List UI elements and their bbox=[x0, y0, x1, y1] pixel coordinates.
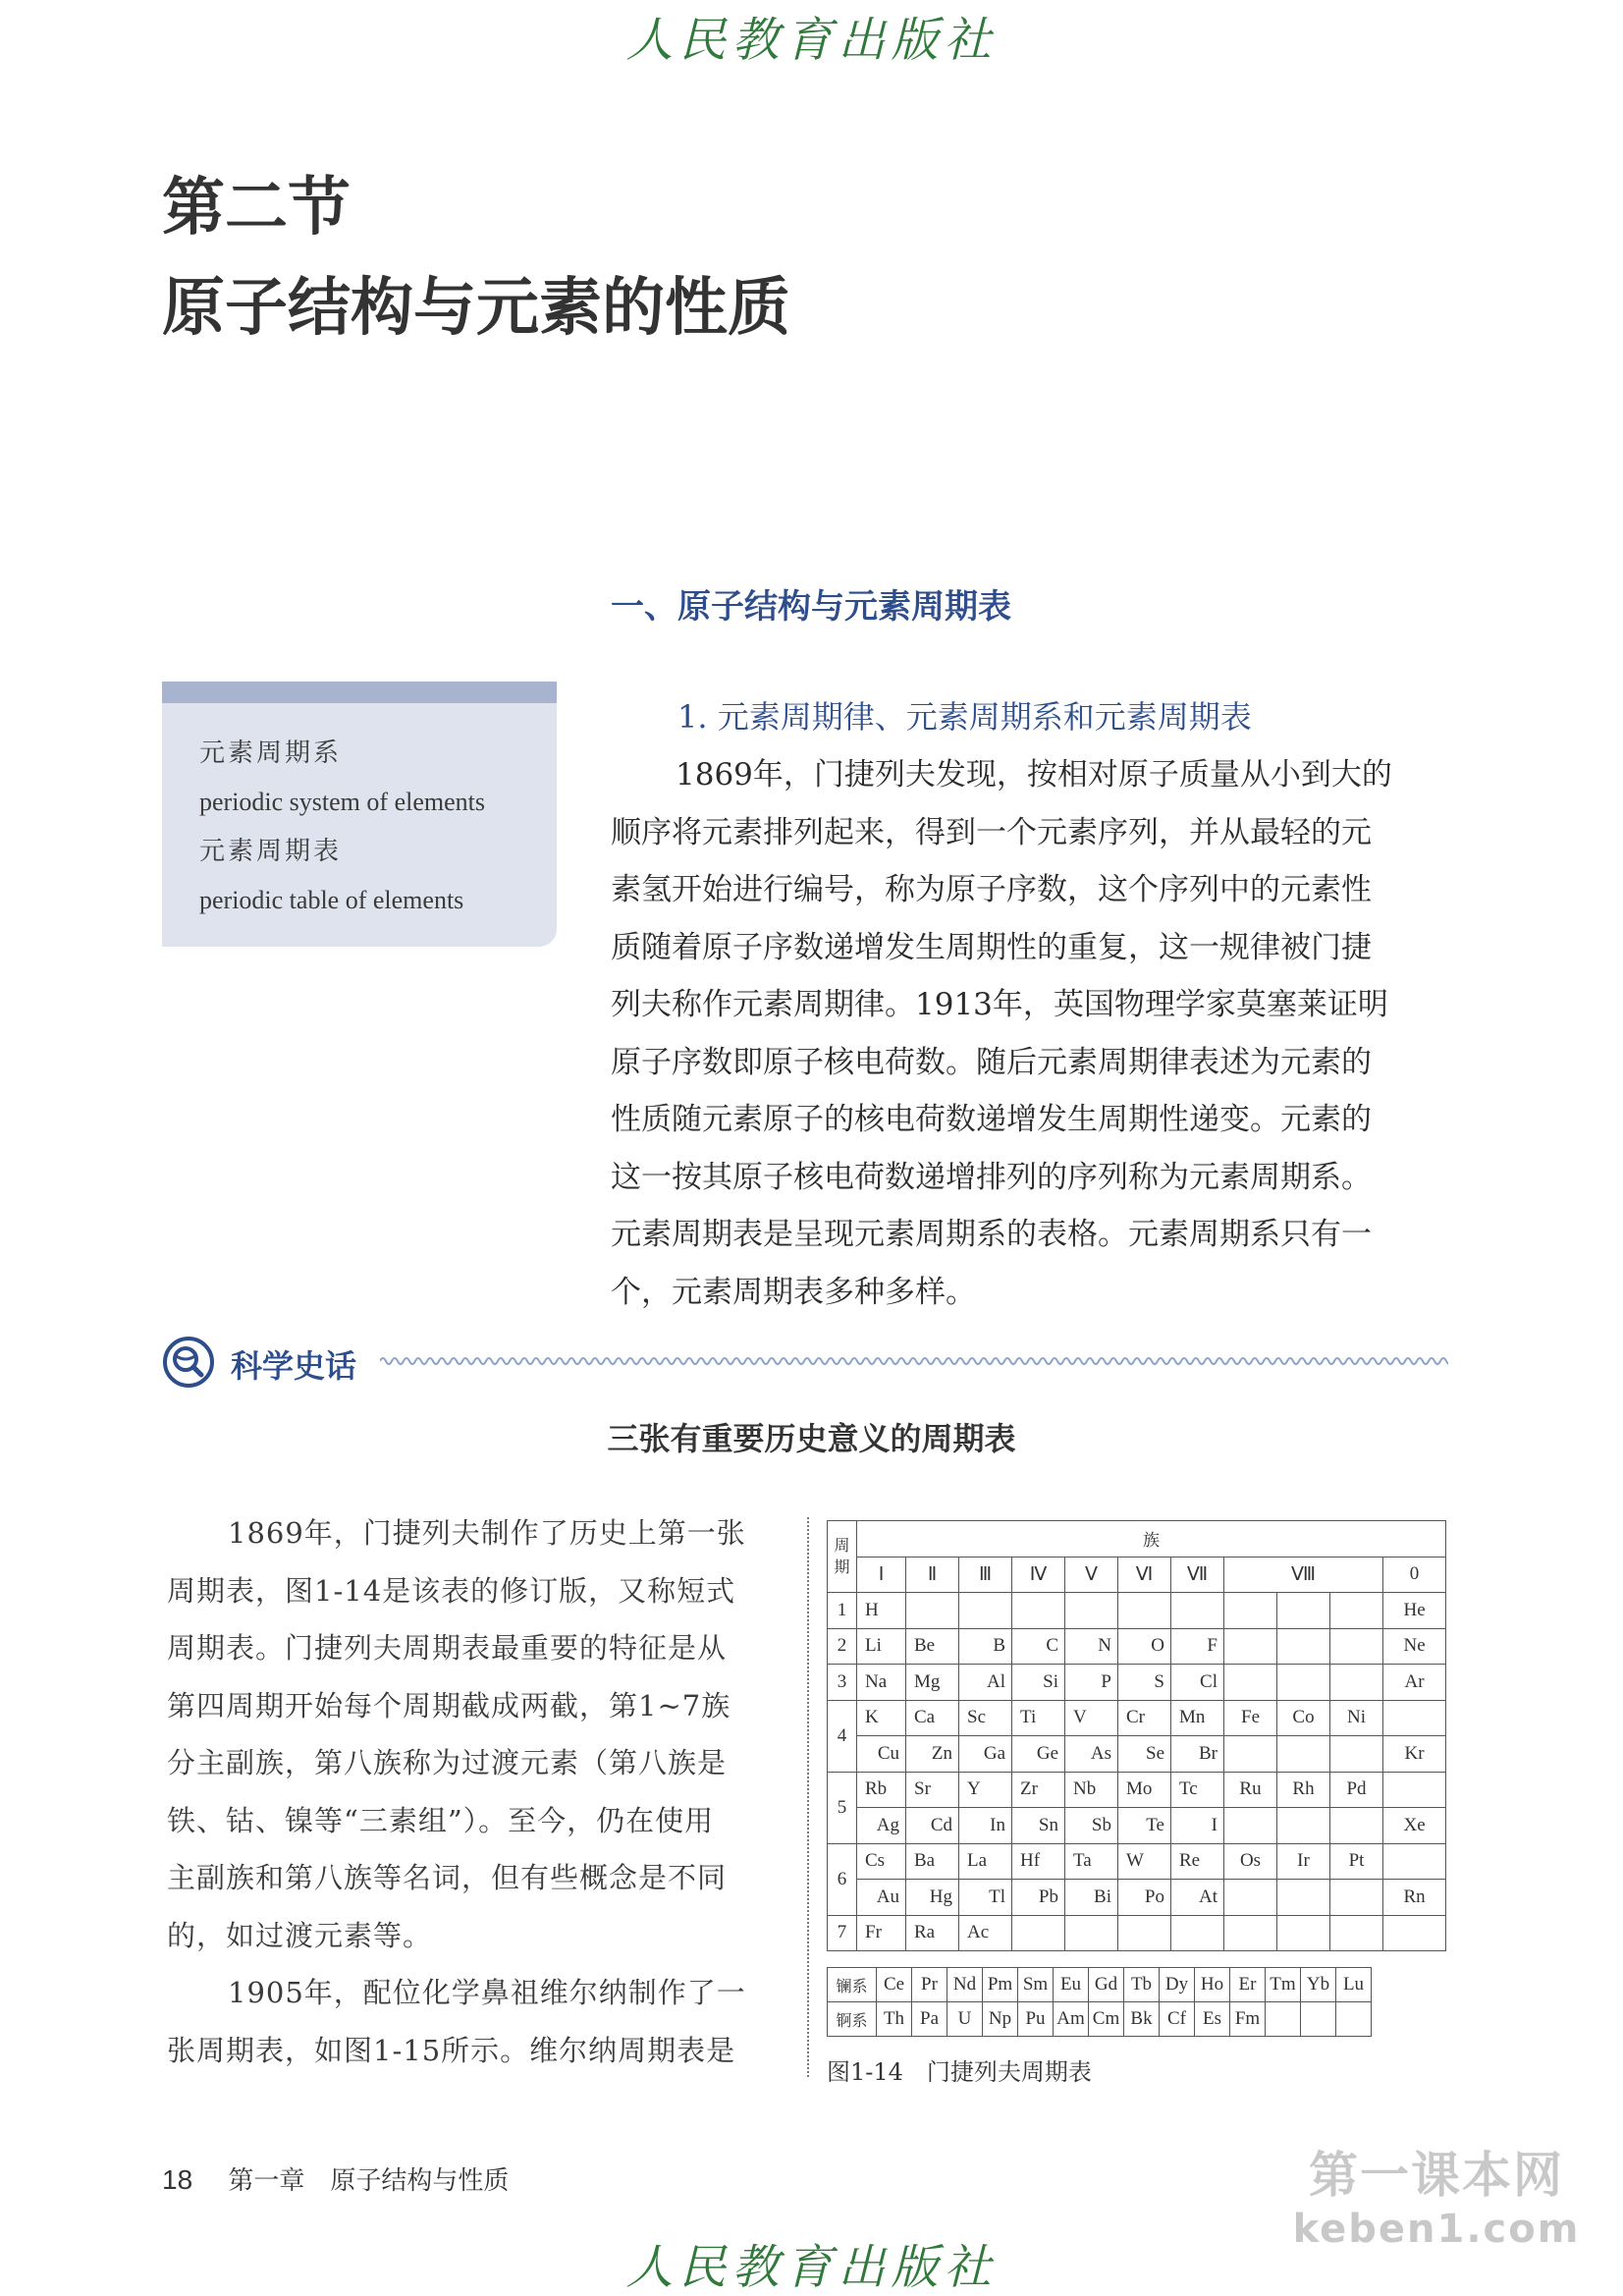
element-cell: Nb bbox=[1065, 1772, 1118, 1808]
paragraph-line: 质随着原子序数递增发生周期性的重复，这一规律被门捷 bbox=[611, 929, 1372, 965]
element-cell: K bbox=[857, 1700, 906, 1736]
element-cell: Rn bbox=[1383, 1880, 1446, 1916]
period-label: 7 bbox=[828, 1915, 857, 1951]
element-cell: Tm bbox=[1266, 1968, 1301, 2002]
empty-cell bbox=[1224, 1880, 1277, 1916]
element-cell: Cf bbox=[1160, 2002, 1195, 2037]
empty-cell bbox=[1266, 2002, 1301, 2037]
element-cell: Th bbox=[877, 2002, 912, 2037]
element-cell: N bbox=[1065, 1628, 1118, 1665]
element-cell: Os bbox=[1224, 1843, 1277, 1880]
period-label: 3 bbox=[828, 1665, 857, 1701]
empty-cell bbox=[1383, 1700, 1446, 1736]
story-line: 主副族和第八族等名词，但有些概念是不同 bbox=[167, 1861, 728, 1894]
element-cell: Sn bbox=[1012, 1808, 1065, 1844]
empty-cell bbox=[1330, 1880, 1383, 1916]
element-cell: Ho bbox=[1195, 1968, 1230, 2002]
element-cell: H bbox=[857, 1593, 906, 1629]
publisher-footer: 人民教育出版社 bbox=[625, 2240, 998, 2295]
element-cell: Rb bbox=[857, 1772, 906, 1808]
f-block-table bbox=[827, 1967, 1372, 2037]
element-cell: Ra bbox=[906, 1915, 959, 1951]
element-cell: Kr bbox=[1383, 1736, 1446, 1773]
group-label: Ⅷ bbox=[1224, 1557, 1383, 1593]
chapter-title: 第一章 原子结构与性质 bbox=[228, 2166, 510, 2196]
empty-cell bbox=[1330, 1593, 1383, 1629]
element-cell: Cu bbox=[857, 1736, 906, 1773]
page-footer bbox=[162, 2160, 509, 2197]
empty-cell bbox=[1277, 1880, 1330, 1916]
term-zh: 元素周期表 bbox=[199, 837, 343, 866]
paragraph-line: 性质随元素原子的核电荷数递增发生周期性递变。元素的 bbox=[611, 1102, 1372, 1137]
element-cell: At bbox=[1171, 1880, 1224, 1916]
empty-cell bbox=[1224, 1808, 1277, 1844]
element-cell: Tl bbox=[959, 1880, 1012, 1916]
element-cell: Ir bbox=[1277, 1843, 1330, 1880]
element-cell: C bbox=[1012, 1628, 1065, 1665]
element-cell: Bk bbox=[1124, 2002, 1160, 2037]
wave-divider bbox=[380, 1351, 1448, 1371]
empty-cell bbox=[1012, 1915, 1065, 1951]
empty-cell bbox=[1330, 1736, 1383, 1773]
element-cell: Lu bbox=[1336, 1968, 1372, 2002]
empty-cell bbox=[1383, 1843, 1446, 1880]
element-cell: Ag bbox=[857, 1808, 906, 1844]
period-label: 2 bbox=[828, 1628, 857, 1665]
empty-cell bbox=[959, 1593, 1012, 1629]
element-cell: V bbox=[1065, 1700, 1118, 1736]
mendeleev-periodic-table bbox=[827, 1520, 1446, 1951]
empty-cell bbox=[1224, 1665, 1277, 1701]
element-cell: Sc bbox=[959, 1700, 1012, 1736]
publisher-header: 人民教育出版社 bbox=[625, 13, 998, 68]
element-cell: Ru bbox=[1224, 1772, 1277, 1808]
element-cell: Zr bbox=[1012, 1772, 1065, 1808]
empty-cell bbox=[1336, 2002, 1372, 2037]
group-label: Ⅴ bbox=[1065, 1557, 1118, 1593]
term-zh: 元素周期系 bbox=[199, 738, 343, 768]
element-cell: Li bbox=[857, 1628, 906, 1665]
story-line: 铁、钴、镍等“三素组”）。至今，仍在使用 bbox=[167, 1803, 715, 1837]
empty-cell bbox=[1118, 1915, 1171, 1951]
element-cell: Ca bbox=[906, 1700, 959, 1736]
element-cell: Fm bbox=[1230, 2002, 1266, 2037]
paragraph-line: 这一按其原子核电荷数递增排列的序列称为元素周期系。 bbox=[611, 1159, 1372, 1195]
element-cell: Sr bbox=[906, 1772, 959, 1808]
element-cell: In bbox=[959, 1808, 1012, 1844]
element-cell: Se bbox=[1118, 1736, 1171, 1773]
group-label: Ⅱ bbox=[906, 1557, 959, 1593]
empty-cell bbox=[1330, 1628, 1383, 1665]
element-cell: Er bbox=[1230, 1968, 1266, 2002]
element-cell: U bbox=[947, 2002, 983, 2037]
empty-cell bbox=[1224, 1915, 1277, 1951]
empty-cell bbox=[1301, 2002, 1336, 2037]
story-line: 分主副族，第八族称为过渡元素（第八族是 bbox=[167, 1746, 728, 1779]
element-cell: Na bbox=[857, 1665, 906, 1701]
element-cell: Fe bbox=[1224, 1700, 1277, 1736]
story-line: 第四周期开始每个周期截成两截，第1~7族 bbox=[167, 1688, 731, 1722]
paragraph-line: 列夫称作元素周期律。1913年，英国物理学家莫塞莱证明 bbox=[611, 987, 1388, 1022]
element-cell: Ti bbox=[1012, 1700, 1065, 1736]
empty-cell bbox=[1383, 1915, 1446, 1951]
empty-cell bbox=[1224, 1736, 1277, 1773]
watermark-title: 第一课本网 bbox=[1309, 2147, 1564, 2204]
body-paragraph bbox=[611, 746, 1445, 1321]
story-line: 1905年，配位化学鼻祖维尔纳制作了一 bbox=[228, 1976, 746, 2009]
group-label: Ⅵ bbox=[1118, 1557, 1171, 1593]
element-cell: I bbox=[1171, 1808, 1224, 1844]
empty-cell bbox=[1330, 1808, 1383, 1844]
element-cell: Hg bbox=[906, 1880, 959, 1916]
term-en: periodic table of elements bbox=[199, 886, 464, 914]
group-label: Ⅳ bbox=[1012, 1557, 1065, 1593]
element-cell: Zn bbox=[906, 1736, 959, 1773]
element-cell: Cm bbox=[1089, 2002, 1124, 2037]
element-cell: Dy bbox=[1160, 1968, 1195, 2002]
element-cell: Pb bbox=[1012, 1880, 1065, 1916]
element-cell: Ge bbox=[1012, 1736, 1065, 1773]
period-label: 5 bbox=[828, 1772, 857, 1843]
story-title: 三张有重要历史意义的周期表 bbox=[607, 1420, 1016, 1457]
element-cell: Cl bbox=[1171, 1665, 1224, 1701]
paragraph-line: 个，元素周期表多种多样。 bbox=[611, 1274, 976, 1310]
empty-cell bbox=[1383, 1772, 1446, 1808]
element-cell: Pr bbox=[912, 1968, 947, 2002]
empty-cell bbox=[1277, 1915, 1330, 1951]
element-cell: O bbox=[1118, 1628, 1171, 1665]
empty-cell bbox=[1065, 1915, 1118, 1951]
paragraph-line: 素氢开始进行编号，称为原子序数，这个序列中的元素性 bbox=[611, 872, 1372, 907]
element-cell: Tb bbox=[1124, 1968, 1160, 2002]
element-cell: Pt bbox=[1330, 1843, 1383, 1880]
element-cell: S bbox=[1118, 1665, 1171, 1701]
section-title: 原子结构与元素的性质 bbox=[162, 271, 790, 345]
empty-cell bbox=[1330, 1665, 1383, 1701]
element-cell: Np bbox=[983, 2002, 1018, 2037]
element-cell: Tc bbox=[1171, 1772, 1224, 1808]
element-cell: Fr bbox=[857, 1915, 906, 1951]
element-cell: Mg bbox=[906, 1665, 959, 1701]
empty-cell bbox=[1224, 1593, 1277, 1629]
period-label: 1 bbox=[828, 1593, 857, 1629]
science-history-header bbox=[162, 1336, 1448, 1394]
element-cell: Ar bbox=[1383, 1665, 1446, 1701]
element-cell: Mo bbox=[1118, 1772, 1171, 1808]
story-line: 的，如过渡元素等。 bbox=[167, 1918, 433, 1952]
series-label: 锕系 bbox=[828, 2002, 877, 2037]
element-cell: Bi bbox=[1065, 1880, 1118, 1916]
empty-cell bbox=[1171, 1593, 1224, 1629]
story-line: 张周期表，如图1-15所示。维尔纳周期表是 bbox=[167, 2033, 736, 2067]
element-cell: Re bbox=[1171, 1843, 1224, 1880]
element-cell: Pd bbox=[1330, 1772, 1383, 1808]
element-cell: Pa bbox=[912, 2002, 947, 2037]
element-cell: W bbox=[1118, 1843, 1171, 1880]
element-cell: Pu bbox=[1018, 2002, 1054, 2037]
element-cell: Nd bbox=[947, 1968, 983, 2002]
empty-cell bbox=[1171, 1915, 1224, 1951]
empty-cell bbox=[906, 1593, 959, 1629]
story-line: 1869年，门捷列夫制作了历史上第一张 bbox=[228, 1516, 746, 1550]
paragraph-line: 顺序将元素排列起来，得到一个元素序列，并从最轻的元 bbox=[611, 814, 1372, 850]
figure-caption: 图1-14 门捷列夫周期表 bbox=[827, 2058, 1092, 2086]
element-cell: Po bbox=[1118, 1880, 1171, 1916]
element-cell: He bbox=[1383, 1593, 1446, 1629]
element-cell: Si bbox=[1012, 1665, 1065, 1701]
vocabulary-sidebar bbox=[162, 682, 557, 947]
element-cell: Rh bbox=[1277, 1772, 1330, 1808]
empty-cell bbox=[1065, 1593, 1118, 1629]
element-cell: Br bbox=[1171, 1736, 1224, 1773]
section-number: 第二节 bbox=[162, 171, 351, 245]
series-label: 镧系 bbox=[828, 1968, 877, 2002]
element-cell: Ba bbox=[906, 1843, 959, 1880]
element-cell: Cd bbox=[906, 1808, 959, 1844]
group-label: Ⅰ bbox=[857, 1557, 906, 1593]
element-cell: Ac bbox=[959, 1915, 1012, 1951]
element-cell: Es bbox=[1195, 2002, 1230, 2037]
empty-cell bbox=[1224, 1628, 1277, 1665]
group-label: Ⅶ bbox=[1171, 1557, 1224, 1593]
element-cell: Yb bbox=[1301, 1968, 1336, 2002]
empty-cell bbox=[1012, 1593, 1065, 1629]
science-history-label: 科学史话 bbox=[231, 1347, 357, 1385]
element-cell: Am bbox=[1054, 2002, 1089, 2037]
element-cell: Hf bbox=[1012, 1843, 1065, 1880]
element-cell: Gd bbox=[1089, 1968, 1124, 2002]
paragraph-line: 元素周期表是呈现元素周期系的表格。元素周期系只有一 bbox=[611, 1217, 1372, 1252]
element-cell: Ne bbox=[1383, 1628, 1446, 1665]
element-cell: P bbox=[1065, 1665, 1118, 1701]
column-divider bbox=[807, 1517, 809, 2077]
empty-cell bbox=[1277, 1808, 1330, 1844]
element-cell: Eu bbox=[1054, 1968, 1089, 2002]
period-label: 4 bbox=[828, 1700, 857, 1772]
heading-level2: 1. 元素周期律、元素周期系和元素周期表 bbox=[677, 698, 1252, 736]
paragraph-line: 原子序数即原子核电荷数。随后元素周期律表述为元素的 bbox=[611, 1044, 1372, 1080]
page-number: 18 bbox=[162, 2164, 193, 2195]
element-cell: La bbox=[959, 1843, 1012, 1880]
empty-cell bbox=[1277, 1628, 1330, 1665]
element-cell: Cs bbox=[857, 1843, 906, 1880]
element-cell: Be bbox=[906, 1628, 959, 1665]
empty-cell bbox=[1330, 1915, 1383, 1951]
element-cell: Ta bbox=[1065, 1843, 1118, 1880]
empty-cell bbox=[1277, 1665, 1330, 1701]
element-cell: B bbox=[959, 1628, 1012, 1665]
magnifier-globe-icon bbox=[162, 1336, 215, 1389]
watermark-url: keben1.com bbox=[1292, 2207, 1581, 2252]
element-cell: Co bbox=[1277, 1700, 1330, 1736]
element-cell: Te bbox=[1118, 1808, 1171, 1844]
element-cell: Cr bbox=[1118, 1700, 1171, 1736]
period-label: 6 bbox=[828, 1843, 857, 1915]
story-text bbox=[167, 1504, 756, 2079]
term-en: periodic system of elements bbox=[199, 788, 485, 816]
story-line: 周期表。门捷列夫周期表最重要的特征是从 bbox=[167, 1631, 728, 1665]
group-label: Ⅲ bbox=[959, 1557, 1012, 1593]
element-cell: Al bbox=[959, 1665, 1012, 1701]
element-cell: Ce bbox=[877, 1968, 912, 2002]
heading-level1: 一、原子结构与元素周期表 bbox=[611, 587, 1011, 627]
element-cell: As bbox=[1065, 1736, 1118, 1773]
group-label: 0 bbox=[1383, 1557, 1446, 1593]
element-cell: Xe bbox=[1383, 1808, 1446, 1844]
header-group: 族 bbox=[857, 1521, 1446, 1558]
element-cell: Mn bbox=[1171, 1700, 1224, 1736]
empty-cell bbox=[1118, 1593, 1171, 1629]
element-cell: Pm bbox=[983, 1968, 1018, 2002]
element-cell: Ni bbox=[1330, 1700, 1383, 1736]
element-cell: F bbox=[1171, 1628, 1224, 1665]
element-cell: Sb bbox=[1065, 1808, 1118, 1844]
empty-cell bbox=[1277, 1593, 1330, 1629]
element-cell: Sm bbox=[1018, 1968, 1054, 2002]
element-cell: Au bbox=[857, 1880, 906, 1916]
empty-cell bbox=[1277, 1736, 1330, 1773]
paragraph-line: 1869年，门捷列夫发现，按相对原子质量从小到大的 bbox=[676, 757, 1392, 793]
element-cell: Y bbox=[959, 1772, 1012, 1808]
story-line: 周期表，图1-14是该表的修订版，又称短式 bbox=[167, 1573, 736, 1608]
header-period: 周期 bbox=[828, 1521, 857, 1593]
element-cell: Ga bbox=[959, 1736, 1012, 1773]
